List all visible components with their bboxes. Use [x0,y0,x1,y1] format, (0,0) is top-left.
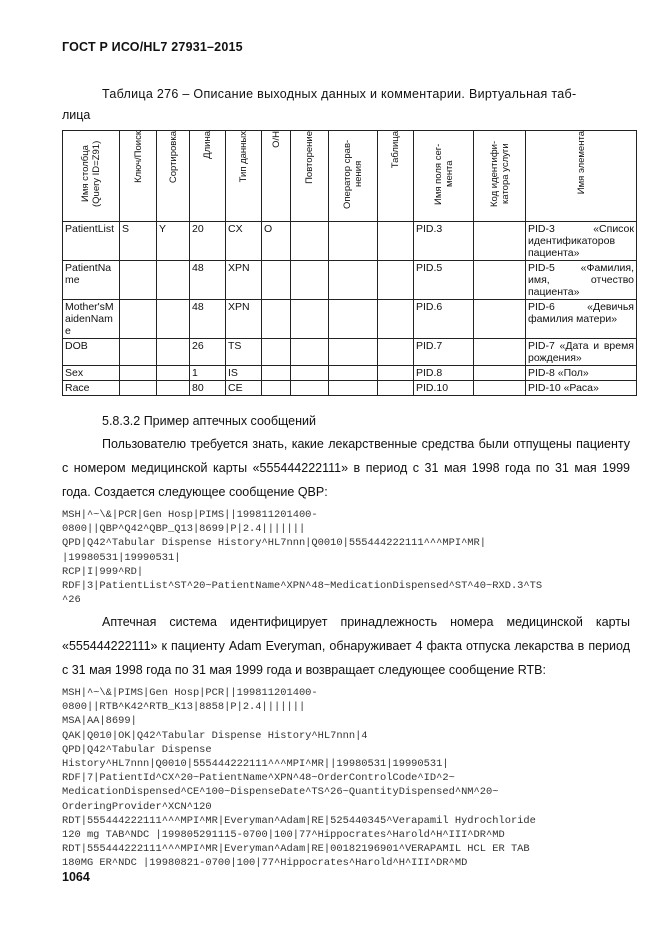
table-cell-sort [157,300,190,339]
table-cell-key [120,261,157,300]
paragraph-response: Аптечная система идентифицирует принадлежность номера медицинской карты «555444222111» к пациенту Adam Everyman, обнаруживает 4 факта отпуска лекарства в период с 31 мая 1998 года по 31 мая 1999 года и возвращает следующее сообщение RTB: [62,615,630,677]
table-cell-name: Sex [63,366,120,381]
caption-line-2: лица [62,108,91,122]
table-cell-field: PID.3 [414,222,474,261]
table-cell-sort: Y [157,222,190,261]
column-header: Длина [190,131,226,222]
table-cell-op [329,222,378,261]
table-cell-key [120,339,157,366]
table-cell-op [329,339,378,366]
column-header: Оператор срав-нения [329,131,378,222]
output-data-table [62,130,637,396]
table-cell-type: IS [226,366,262,381]
column-header: Таблица [378,131,414,222]
column-header: Имя поля сег-мента [414,131,474,222]
table-cell-tbl [378,222,414,261]
table-cell-tbl [378,261,414,300]
table-cell-len: 80 [190,381,226,396]
table-cell-code [474,339,526,366]
table-cell-rep [291,300,329,339]
column-header: Повторение [291,131,329,222]
table-cell-sort [157,339,190,366]
table-cell-rep [291,339,329,366]
table-cell-op [329,300,378,339]
table-cell-name: PatientName [63,261,120,300]
paragraph-query: Пользователю требуется знать, какие лекарственные средства были отпущены пациенту с номером медицинской карты «555444222111» в период с 31 мая 1998 года по 31 мая 1999 года. Создается следующее сообщение QBP: [62,437,630,499]
table-cell-on [262,381,291,396]
column-header: Имя столбца (Query ID=Z91) [63,131,120,222]
table-cell-type: XPN [226,261,262,300]
column-header: Сортировка [157,131,190,222]
table-cell-type: CX [226,222,262,261]
table-cell-key [120,366,157,381]
column-header: Имя элемента [526,131,637,222]
table-cell-field: PID.7 [414,339,474,366]
table-cell-op [329,381,378,396]
table-cell-code [474,261,526,300]
table-cell-code [474,222,526,261]
table-cell-elem: PID-5 «Фамилия, имя, отчество пациента» [526,261,637,300]
table-row [63,222,637,261]
table-cell-rep [291,381,329,396]
table-cell-elem: PID-3 «Список идентификаторов пациента» [526,222,637,261]
table-cell-key [120,381,157,396]
table-cell-name: DOB [63,339,120,366]
table-cell-len: 26 [190,339,226,366]
table-row [63,300,637,339]
table-row [63,261,637,300]
table-cell-len: 1 [190,366,226,381]
table-cell-op [329,366,378,381]
table-cell-tbl [378,381,414,396]
table-cell-len: 20 [190,222,226,261]
table-cell-field: PID.8 [414,366,474,381]
table-row [63,381,637,396]
table-cell-rep [291,366,329,381]
table-cell-elem: PID-6 «Девичья фамилия матери» [526,300,637,339]
table-cell-field: PID.6 [414,300,474,339]
table-caption [62,84,630,126]
column-header: О/Н [262,131,291,222]
table-cell-on [262,339,291,366]
table-cell-type: CE [226,381,262,396]
document-header: ГОСТ Р ИСО/HL7 27931–2015 [62,40,243,54]
code-block-qbp: MSH|^~\&|PCR|Gen Hosp|PIMS||199811201400- 0800||QBP^Q42^QBP_Q13|8699|P|2.4||||||| QPD|Q42^Tabular Dispense History^HL7nnn|Q0010|555444222111^^^MPI^MR| |19980531|19990531| RCP|I|999^RD| RDF|3|PatientList^ST^20~PatientName^XPN^48~MedicationDispensed^ST^40~RXD.3^TS ^26 [62,509,543,607]
table-cell-tbl [378,366,414,381]
table-cell-elem: PID-7 «Дата и время рождения» [526,339,637,366]
table-cell-on [262,366,291,381]
table-cell-on [262,261,291,300]
table-cell-len: 48 [190,300,226,339]
table-cell-type: XPN [226,300,262,339]
table-cell-elem: PID-8 «Пол» [526,366,637,381]
table-cell-field: PID.10 [414,381,474,396]
column-header: Ключ/Поиск [120,131,157,222]
table-cell-name: PatientList [63,222,120,261]
table-cell-code [474,366,526,381]
caption-line-1: Таблица 276 – Описание выходных данных и комментарии. Виртуальная таб- [102,87,577,101]
table-cell-sort [157,366,190,381]
table-cell-op [329,261,378,300]
table-cell-len: 48 [190,261,226,300]
table-cell-elem: PID-10 «Раса» [526,381,637,396]
table-cell-code [474,381,526,396]
table-cell-tbl [378,339,414,366]
table-cell-name: Race [63,381,120,396]
table-header-row [63,131,637,222]
table-cell-code [474,300,526,339]
table-cell-type: TS [226,339,262,366]
section-heading: 5.8.3.2 Пример аптечных сообщений [102,414,316,428]
table-cell-tbl [378,300,414,339]
page-number: 1064 [62,870,90,884]
column-header: Код идентифи-катора услуги [474,131,526,222]
table-cell-sort [157,261,190,300]
table-cell-rep [291,261,329,300]
table-row [63,339,637,366]
table-cell-field: PID.5 [414,261,474,300]
table-cell-sort [157,381,190,396]
column-header: Тип данных [226,131,262,222]
table-cell-on: O [262,222,291,261]
table-cell-key: S [120,222,157,261]
table-cell-rep [291,222,329,261]
code-block-rtb: MSH|^~\&|PIMS|Gen Hosp|PCR||199811201400- 0800||RTB^K42^RTB_K13|8858|P|2.4||||||| MSA|AA|8699| QAK|Q010|OK|Q42^Tabular Dispense History^HL7nnn|4 QPD|Q42^Tabular Dispense History^HL7nnn|Q0010|555444222111^^^MPI^MR||19980531|19990531| RDF|7|PatientId^CX^20~PatientName^XPN^48~OrderControlCode^ID^2~ MedicationDispensed^CE^100~DispenseDate^TS^26~QuantityDispensed^NM^20~ OrderingProvider^XCN^120 RDT|555444222111^^^MPI^MR|Everyman^Adam|RE|525440345^Verapamil Hydrochloride 120 mg TAB^NDC |199805291115-0700|100|77^Hippocrates^Harold^H^III^DR^MD RDT|555444222111^^^MPI^MR|Everyman^Adam|RE|00182196901^VERAPAMIL HCL ER TAB 180MG ER^NDC |19980821-0700|100|77^Hippocrates^Harold^H^III^DR^MD [62,687,536,870]
table-cell-key [120,300,157,339]
table-cell-on [262,300,291,339]
table-cell-name: Mother'sMaidenName [63,300,120,339]
table-row [63,366,637,381]
